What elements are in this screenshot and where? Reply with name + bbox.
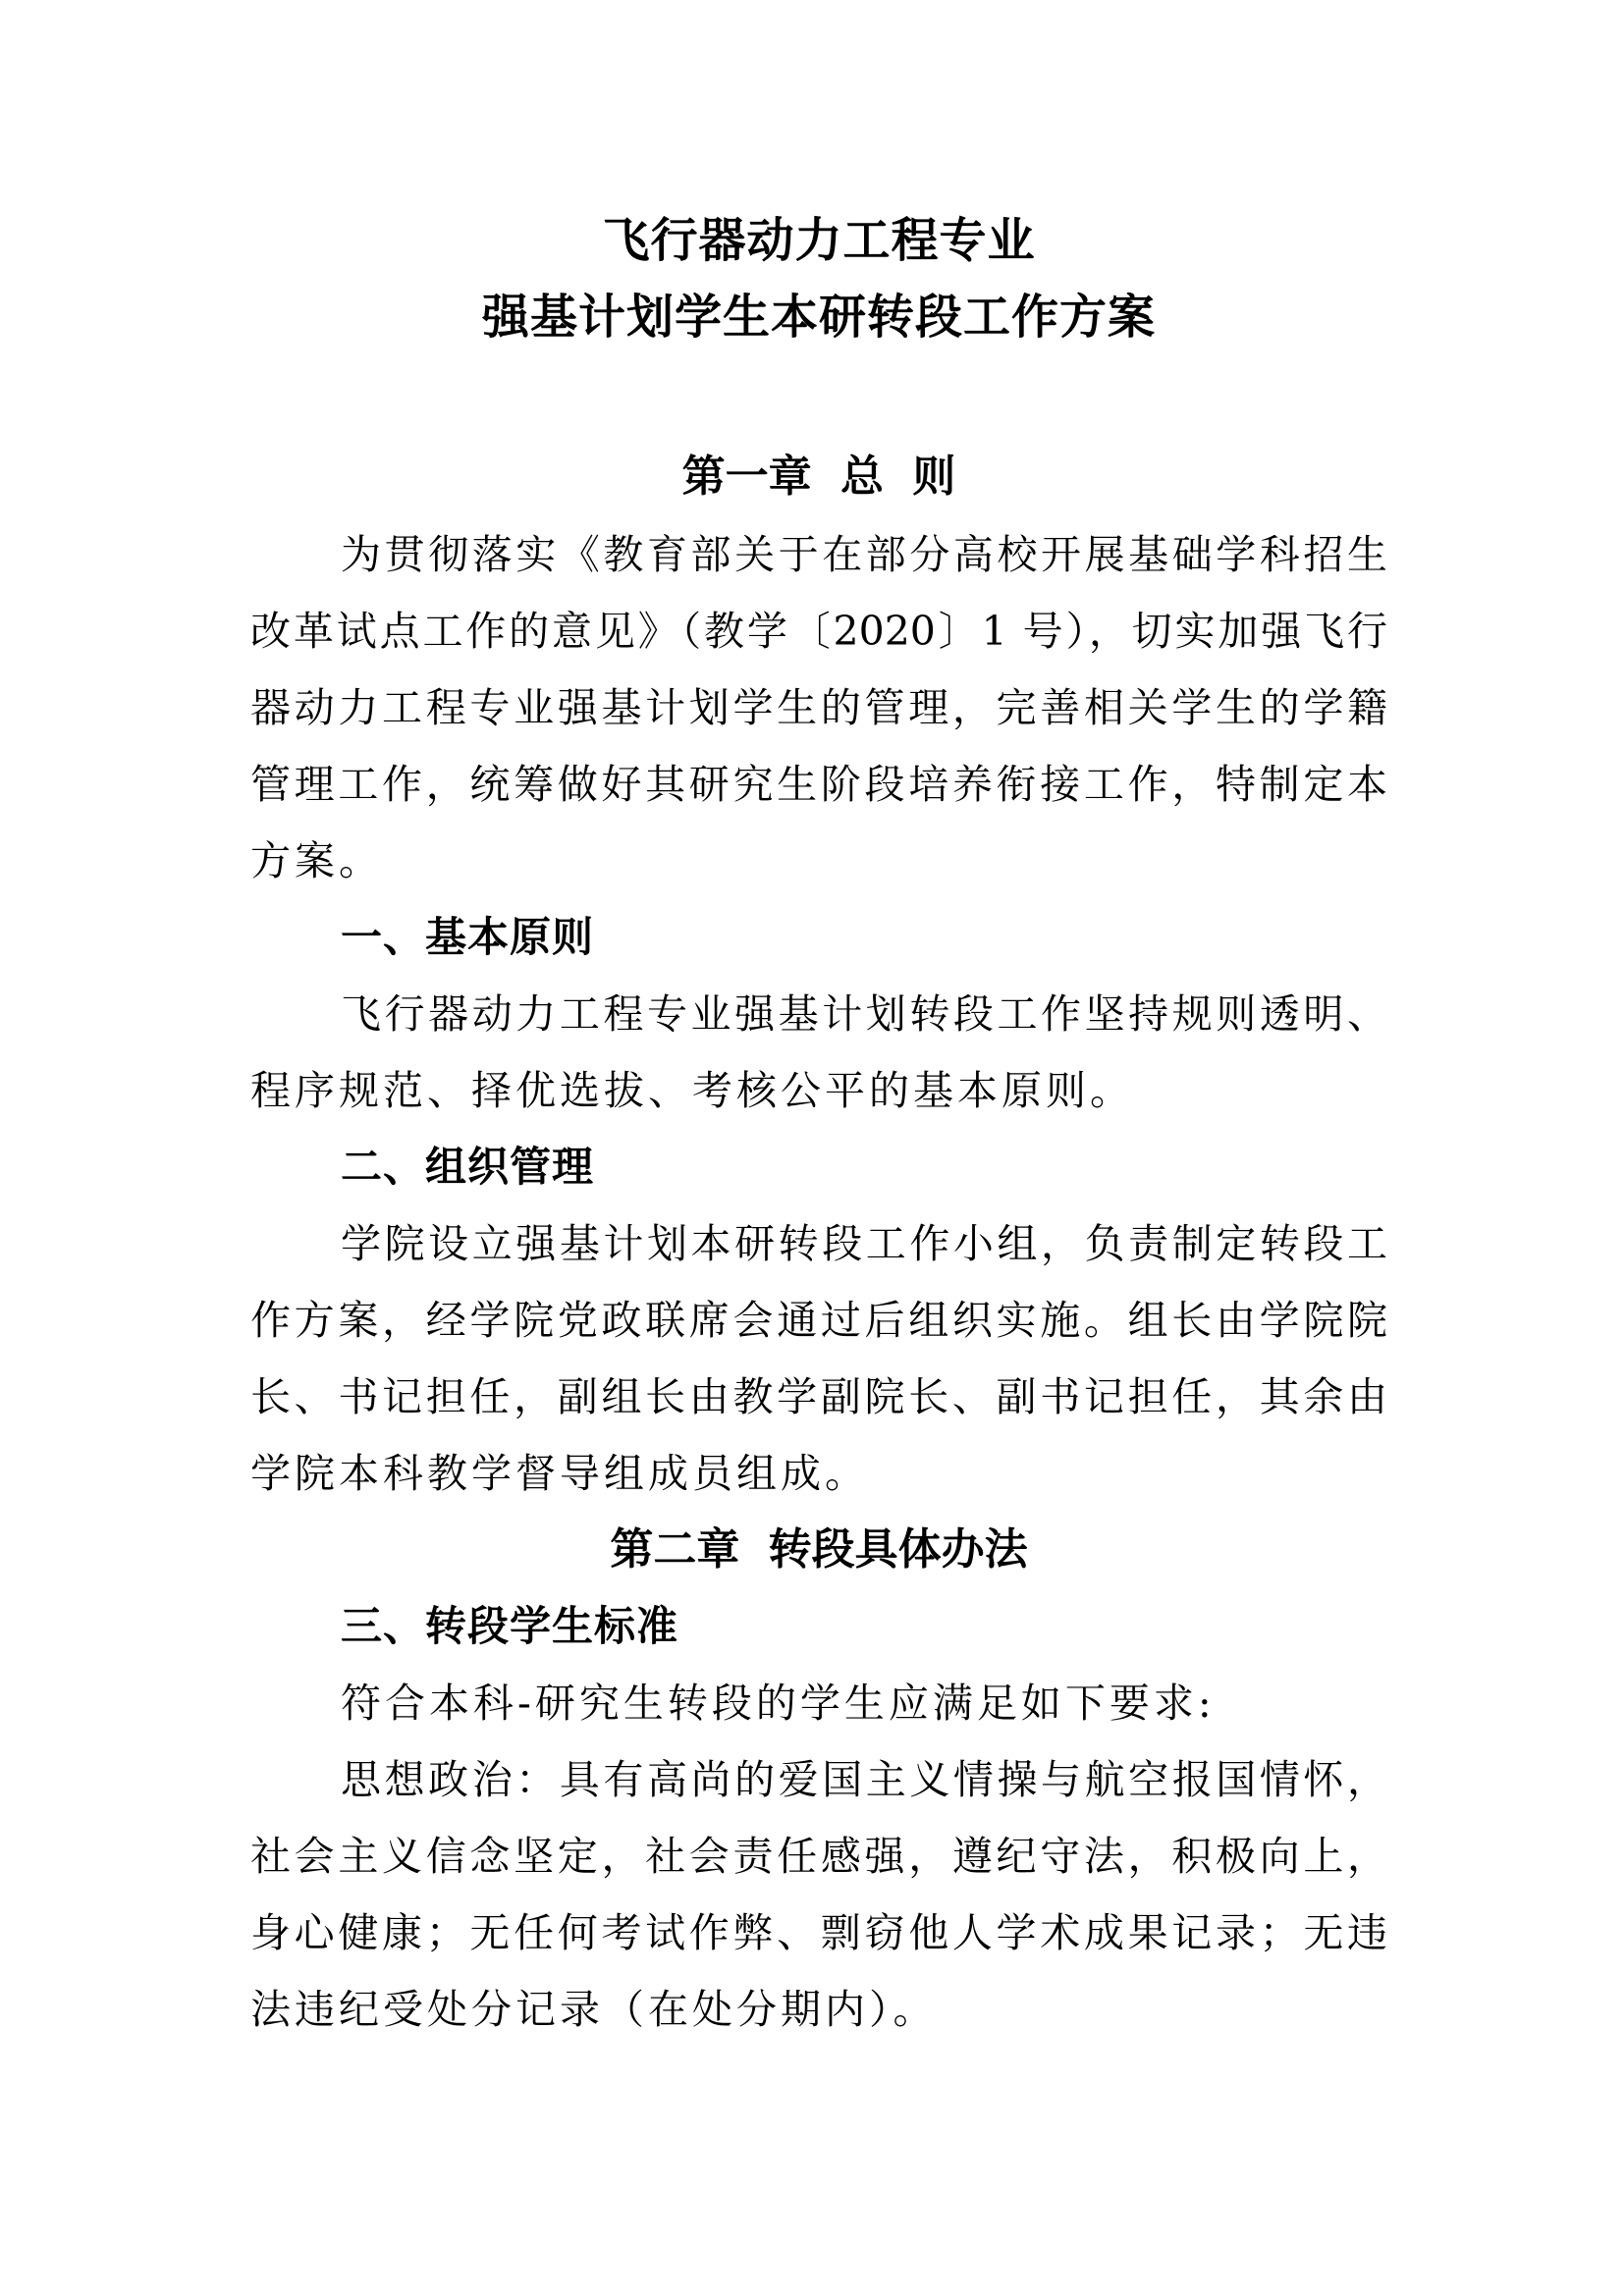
body-line: 器动力工程专业强基计划学生的管理，完善相关学生的学籍 xyxy=(250,684,1387,731)
chapter-heading: 第一章 总 则 xyxy=(681,452,956,502)
title-line: 飞行器动力工程专业 xyxy=(602,213,1036,268)
section-heading: 一、基本原则 xyxy=(341,913,595,961)
section-heading: 三、转段学生标准 xyxy=(341,1602,679,1650)
body-line: 长、书记担任，副组长由教学副院长、副书记担任，其余由 xyxy=(250,1373,1387,1420)
body-line: 学院设立强基计划本研转段工作小组，负责制定转段工 xyxy=(341,1220,1387,1267)
title-line: 强基计划学生本研转段工作方案 xyxy=(481,290,1156,345)
body-line: 学院本科教学督导组成员组成。 xyxy=(250,1450,869,1497)
body-line: 管理工作，统筹做好其研究生阶段培养衔接工作，特制定本 xyxy=(250,761,1387,808)
intro-paragraph xyxy=(250,516,1387,899)
body-line: 身心健康；无任何考试作弊、剽窃他人学术成果记录；无违 xyxy=(250,1909,1387,1956)
body-line: 方案。 xyxy=(250,837,383,884)
document-title xyxy=(250,202,1387,355)
body-line: 思想政治：具有高尚的爱国主义情操与航空报国情怀， xyxy=(341,1756,1387,1803)
body-line: 飞行器动力工程专业强基计划转段工作坚持规则透明、 xyxy=(341,990,1387,1038)
body-line: 作方案，经学院党政联席会通过后组织实施。组长由学院院 xyxy=(250,1297,1387,1344)
body-line: 改革试点工作的意见》（教学〔2020〕1 号），切实加强飞行 xyxy=(250,608,1387,655)
section-heading: 二、组织管理 xyxy=(341,1143,595,1191)
organization-paragraph xyxy=(250,1205,1387,1512)
chapter-heading: 第二章 转段具体办法 xyxy=(610,1524,1028,1575)
body-line: 为贯彻落实《教育部关于在部分高校开展基础学科招生 xyxy=(341,531,1387,578)
body-line: 符合本科-研究生转段的学生应满足如下要求: xyxy=(341,1680,1216,1727)
body-line: 法违纪受处分记录（在处分期内）。 xyxy=(250,1986,938,2033)
principle-paragraph xyxy=(250,976,1387,1129)
body-line: 程序规范、择优选拔、考核公平的基本原则。 xyxy=(250,1067,1134,1114)
document-page xyxy=(250,202,1387,2048)
requirement-intro-paragraph xyxy=(250,1665,1387,1741)
political-paragraph xyxy=(250,1741,1387,2048)
body-line: 社会主义信念坚定，社会责任感强，遵纪守法，积极向上， xyxy=(250,1833,1387,1880)
